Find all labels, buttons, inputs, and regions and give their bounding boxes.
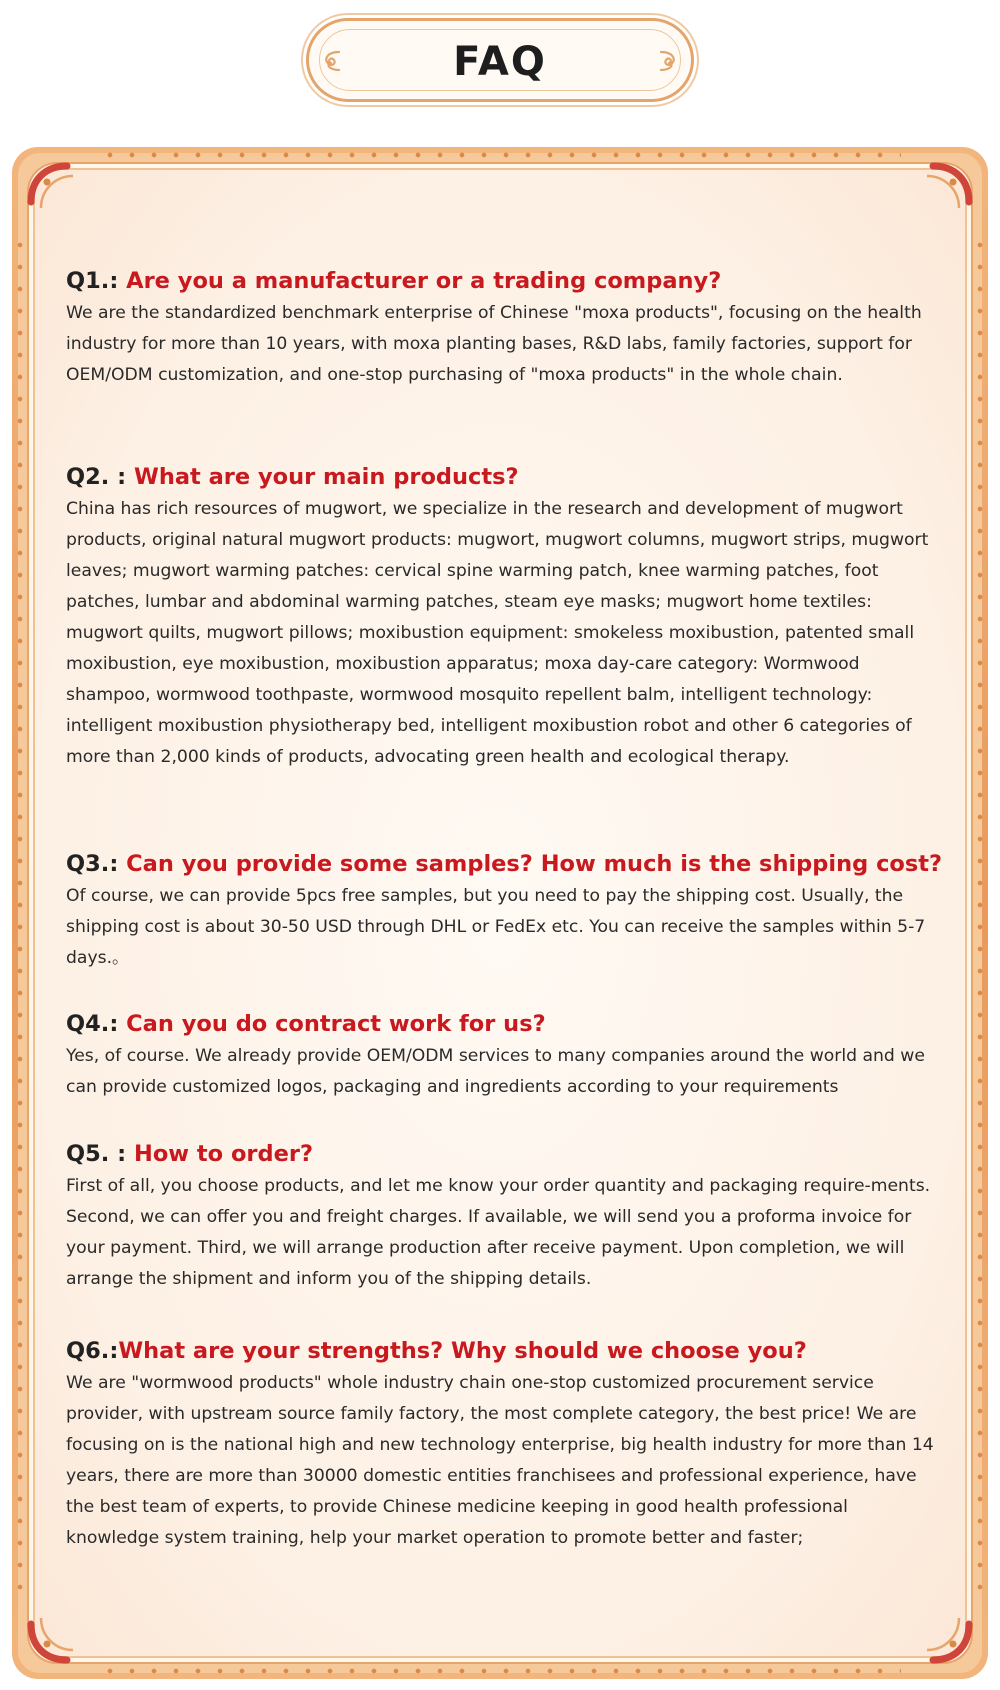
faq-title-banner — [306, 18, 694, 102]
faq-question — [66, 849, 946, 879]
faq-item-3 — [66, 849, 946, 974]
question-number: Q3.: — [66, 851, 127, 877]
faq-item-5 — [66, 1139, 946, 1295]
faq-answer: First of all, you choose products, and let me know your order quantity and packaging require-ments. Second, we can offer you and freight charges. If available, we will send you a proforma invoice for your payment. Third, we will arrange production after receive payment. Upon completion, we will arrange the shipment and inform you of the shipping details. — [66, 1176, 931, 1289]
question-text: Are you a manufacturer or a trading company? — [126, 268, 722, 294]
faq-item-4 — [66, 1009, 946, 1103]
frame-dots-right — [976, 234, 984, 1592]
faq-answer: Of course, we can provide 5pcs free samples, but you need to pay the shipping cost. Usually, the shipping cost is about 30-50 USD through DHL or FedEx etc. You can receive the samples within 5-7 days.。 — [66, 886, 926, 968]
faq-question — [66, 462, 946, 492]
corner-ornament-icon — [915, 1606, 973, 1664]
question-text: What are your main products? — [134, 464, 519, 490]
frame-dots-left — [16, 234, 24, 1592]
question-number: Q2. : — [66, 464, 134, 490]
frame-dots-top — [99, 151, 901, 159]
faq-answer: Yes, of course. We already provide OEM/ODM services to many companies around the world and we can provide customized logos, packaging and ingredients according to your requirements — [66, 1046, 925, 1097]
faq-question — [66, 1009, 946, 1039]
faq-answer: We are the standardized benchmark enterprise of Chinese "moxa products", focusing on the health industry for more than 10 years, with moxa planting bases, R&D labs, family factories, support for OEM/ODM customization, and one-stop purchasing of "moxa products" in the whole chain. — [66, 303, 922, 385]
frame-dots-bottom — [99, 1667, 901, 1675]
faq-question — [66, 266, 946, 296]
question-text: Can you provide some samples? How much is the shipping cost? — [126, 851, 943, 877]
faq-question — [66, 1336, 946, 1366]
question-text: What are your strengths? Why should we choose you? — [118, 1338, 807, 1364]
page-title: FAQ — [453, 39, 547, 85]
faq-question — [66, 1139, 946, 1169]
faq-item-1 — [66, 266, 946, 391]
corner-ornament-icon — [915, 162, 973, 220]
corner-ornament-icon — [27, 162, 85, 220]
faq-item-6 — [66, 1336, 946, 1554]
faq-item-2 — [66, 462, 946, 773]
faq-answer: We are "wormwood products" whole industry chain one-stop customized procurement service provider, with upstream source family factory, the most complete category, the best price! We are focusing on is the national high and new technology enterprise, big health industry for more than 14 years, there are more than 30000 domestic entities franchisees and professional experience, have the best team of experts, to provide Chinese medicine keeping in good health professional knowledge system training, help your market operation to promote better and faster; — [66, 1373, 934, 1548]
faq-answer: China has rich resources of mugwort, we specialize in the research and development of mugwort products, original natural mugwort products: mugwort, mugwort columns, mugwort strips, mugwort leaves; mugwort warming patches: cervical spine warming patch, knee warming patches, foot patches, lumbar and abdominal warming patches, steam eye masks; mugwort home textiles: mugwort quilts, mugwort pillows; moxibustion equipment: smokeless moxibustion, patented small moxibustion, eye moxibustion, moxibustion apparatus; moxa day-care category: Wormwood shampoo, wormwood toothpaste, wormwood mosquito repellent balm, intelligent technology: intelligent moxibustion physiotherapy bed, intelligent moxibustion robot and other 6 categories of more than 2,000 kinds of products, advocating green health and ecological therapy. — [66, 499, 929, 767]
corner-ornament-icon — [27, 1606, 85, 1664]
question-number: Q4.: — [66, 1011, 127, 1037]
question-number: Q6.: — [66, 1338, 119, 1364]
question-number: Q5. : — [66, 1141, 134, 1167]
question-text: How to order? — [134, 1141, 314, 1167]
question-number: Q1.: — [66, 268, 127, 294]
question-text: Can you do contract work for us? — [126, 1011, 546, 1037]
